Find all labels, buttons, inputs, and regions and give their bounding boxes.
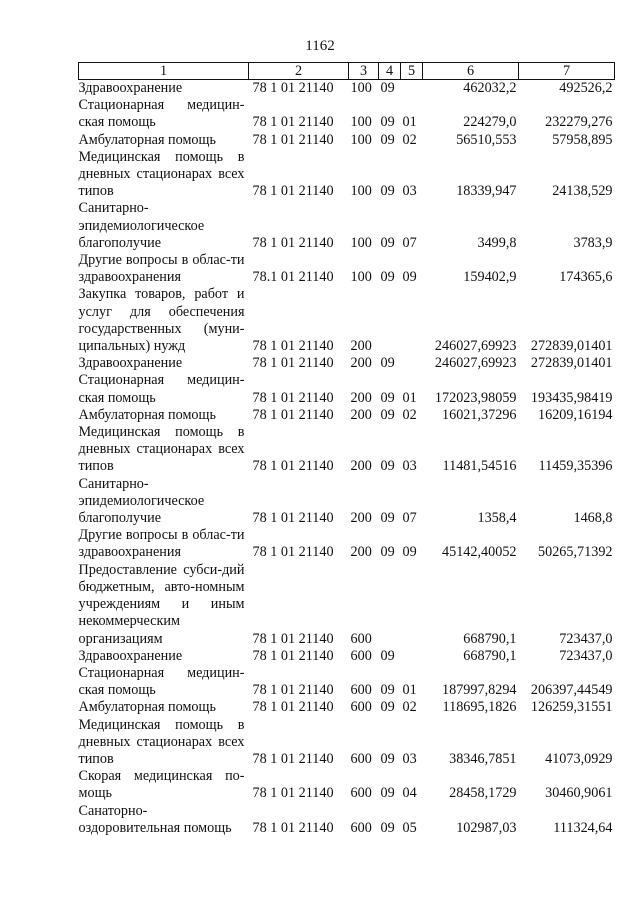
table-body — [79, 80, 615, 837]
table-row — [79, 527, 615, 561]
table-row — [79, 699, 615, 716]
header-row — [79, 63, 615, 80]
row-col-4: 09 — [380, 647, 395, 664]
row-col-4: 09 — [380, 269, 395, 286]
row-code: 78 1 01 21140 — [252, 114, 334, 131]
row-col-6: 668790,1 — [463, 647, 517, 664]
row-col-7: 232279,276 — [545, 114, 613, 131]
row-col-6: 3499,8 — [477, 234, 517, 251]
table-row — [79, 200, 615, 252]
row-col-3: 200 — [350, 406, 372, 423]
row-col-5: 02 — [402, 131, 417, 148]
row-col-7: 174365,6 — [559, 269, 613, 286]
row-name: Скорая медицинская по-мощь — [78, 768, 245, 802]
row-code: 78 1 01 21140 — [252, 338, 334, 355]
row-name: Амбулаторная помощь — [78, 131, 216, 148]
row-col-5: 04 — [402, 785, 417, 802]
row-name: Здравоохранение — [78, 647, 183, 664]
row-col-7: 111324,64 — [553, 819, 613, 836]
row-code: 78 1 01 21140 — [252, 355, 334, 372]
row-col-3: 200 — [350, 355, 372, 372]
row-name: Здравоохранение — [78, 355, 183, 372]
row-col-4: 09 — [380, 406, 395, 423]
row-col-6: 11481,54516 — [442, 458, 517, 475]
row-code: 78 1 01 21140 — [252, 544, 334, 561]
header-col-4: 4 — [379, 63, 401, 80]
row-name: Стационарная медицин-ская помощь — [78, 372, 245, 406]
row-col-4: 09 — [380, 819, 395, 836]
row-code: 78 1 01 21140 — [252, 458, 334, 475]
row-col-3: 200 — [350, 338, 372, 355]
row-col-6: 668790,1 — [463, 630, 517, 647]
row-col-5: 02 — [402, 699, 417, 716]
row-col-6: 159402,9 — [463, 269, 517, 286]
table-row — [79, 562, 615, 648]
row-name: Санитарно-эпидемиологическое благополучие — [78, 475, 205, 527]
row-col-6: 118695,1826 — [442, 699, 517, 716]
row-code: 78 1 01 21140 — [252, 510, 334, 527]
row-col-7: 11459,35396 — [538, 458, 613, 475]
row-col-4: 09 — [380, 458, 395, 475]
row-col-6: 172023,98059 — [434, 389, 517, 406]
row-code: 78 1 01 21140 — [252, 819, 334, 836]
table-row — [79, 768, 615, 802]
row-code: 78 1 01 21140 — [252, 131, 334, 148]
row-name: Амбулаторная помощь — [78, 406, 216, 423]
row-col-7: 50265,71392 — [538, 544, 613, 561]
header-col-1: 1 — [79, 63, 249, 80]
row-col-5: 05 — [402, 819, 417, 836]
table-row — [79, 372, 615, 406]
row-code: 78.1 01 21140 — [252, 269, 334, 286]
row-col-3: 600 — [350, 647, 372, 664]
row-col-7: 193435,98419 — [530, 389, 613, 406]
row-col-3: 600 — [350, 682, 372, 699]
table-row — [79, 717, 615, 769]
row-col-3: 600 — [350, 750, 372, 767]
header-col-2: 2 — [249, 63, 349, 80]
row-col-4: 09 — [380, 389, 395, 406]
row-col-4: 09 — [380, 183, 395, 200]
row-col-3: 100 — [350, 80, 372, 96]
row-col-6: 224279,0 — [463, 114, 517, 131]
row-col-3: 200 — [350, 510, 372, 527]
row-code: 78 1 01 21140 — [252, 80, 334, 96]
row-code: 78 1 01 21140 — [252, 699, 334, 716]
row-col-7: 723437,0 — [559, 630, 613, 647]
row-col-3: 600 — [350, 819, 372, 836]
row-col-3: 100 — [350, 183, 372, 200]
row-col-5: 01 — [402, 389, 417, 406]
row-col-4 — [379, 286, 401, 355]
row-name: Медицинская помощь в дневных стационарах всех типов — [78, 424, 245, 475]
row-col-7: 272839,01401 — [530, 355, 613, 372]
row-col-4: 09 — [380, 544, 395, 561]
row-col-6: 187997,8294 — [442, 682, 517, 699]
row-col-6: 18339,947 — [456, 183, 517, 200]
row-col-5: 03 — [402, 183, 417, 200]
row-col-7: 24138,529 — [552, 183, 613, 200]
row-col-7: 492526,2 — [559, 80, 613, 96]
row-col-4 — [379, 562, 401, 648]
row-col-6: 16021,37296 — [442, 406, 517, 423]
table-header — [79, 63, 615, 80]
row-col-5: 02 — [402, 406, 417, 423]
row-name: Другие вопросы в облас-ти здравоохранения — [78, 252, 245, 286]
row-name: Другие вопросы в облас-ти здравоохранения — [78, 527, 245, 561]
row-name: Медицинская помощь в дневных стационарах всех типов — [78, 148, 245, 200]
row-col-5 — [401, 355, 423, 372]
row-name: Здравоохранение — [78, 80, 183, 96]
row-col-3: 600 — [350, 785, 372, 802]
row-code: 78 1 01 21140 — [252, 682, 334, 699]
row-col-5 — [401, 562, 423, 648]
row-col-5: 01 — [402, 114, 417, 131]
row-col-5 — [401, 648, 423, 665]
row-col-6: 246027,69923 — [434, 338, 517, 355]
row-code: 78 1 01 21140 — [252, 183, 334, 200]
row-col-4: 09 — [380, 682, 395, 699]
table-row — [79, 149, 615, 201]
row-name: Медицинская помощь в дневных стационарах всех типов — [78, 716, 245, 767]
row-code: 78 1 01 21140 — [252, 406, 334, 423]
row-col-5 — [401, 286, 423, 355]
row-name: Закупка товаров, работ и услуг для обеспечения государственных (муни-ципальных) нужд — [78, 286, 245, 355]
row-code: 78 1 01 21140 — [252, 389, 334, 406]
row-col-6: 1358,4 — [477, 510, 517, 527]
row-col-6: 38346,7851 — [449, 750, 517, 767]
row-col-4: 09 — [380, 510, 395, 527]
row-col-7: 16209,16194 — [538, 406, 613, 423]
row-name: Амбулаторная помощь — [78, 699, 216, 716]
header-col-6: 6 — [423, 63, 519, 80]
row-code: 78 1 01 21140 — [252, 234, 334, 251]
row-col-7: 57958,895 — [552, 131, 613, 148]
row-col-7: 272839,01401 — [530, 338, 613, 355]
header-col-5: 5 — [401, 63, 423, 80]
row-name: Стационарная медицин-ская помощь — [78, 664, 245, 699]
row-col-4: 09 — [380, 131, 395, 148]
header-col-7: 7 — [519, 63, 615, 80]
header-col-3: 3 — [349, 63, 379, 80]
row-col-3: 100 — [350, 234, 372, 251]
table-row — [79, 97, 615, 131]
row-col-4: 09 — [380, 750, 395, 767]
row-col-4: 09 — [380, 699, 395, 716]
row-col-5: 07 — [402, 510, 417, 527]
row-col-5: 03 — [402, 458, 417, 475]
row-name: Стационарная медицин-ская помощь — [78, 97, 245, 131]
row-col-4: 09 — [380, 80, 395, 96]
row-col-3: 200 — [350, 544, 372, 561]
row-name: Санитарно-эпидемиологическое благополучие — [78, 200, 205, 251]
row-col-5: 03 — [402, 750, 417, 767]
table-row — [79, 286, 615, 355]
row-col-6: 246027,69923 — [434, 355, 517, 372]
table-row — [79, 803, 615, 837]
row-code: 78 1 01 21140 — [252, 630, 334, 647]
table-row — [79, 252, 615, 286]
page-number: 1162 — [305, 38, 335, 54]
row-code: 78 1 01 21140 — [252, 750, 334, 767]
row-col-5: 09 — [402, 544, 417, 561]
table-row — [79, 476, 615, 528]
row-col-7: 126259,31551 — [530, 699, 613, 716]
row-code: 78 1 01 21140 — [252, 647, 334, 664]
row-col-7: 3783,9 — [573, 234, 613, 251]
row-col-6: 462032,2 — [463, 80, 517, 96]
row-col-4: 09 — [380, 785, 395, 802]
row-col-5: 01 — [402, 682, 417, 699]
table-row — [79, 132, 615, 149]
row-name: Предоставление субси-дий бюджетным, авто-номным учреждениям и иным некоммерческим организациям — [78, 561, 245, 647]
row-col-7: 1468,8 — [573, 510, 613, 527]
row-col-5: 09 — [402, 269, 417, 286]
row-col-4: 09 — [380, 234, 395, 251]
table-row — [79, 424, 615, 476]
row-col-3: 600 — [350, 630, 372, 647]
row-col-5: 07 — [402, 234, 417, 251]
row-col-7: 41073,0929 — [545, 750, 613, 767]
row-col-3: 100 — [350, 131, 372, 148]
row-col-3: 200 — [350, 458, 372, 475]
row-col-6: 102987,03 — [456, 819, 517, 836]
row-col-3: 200 — [350, 389, 372, 406]
row-col-7: 723437,0 — [559, 647, 613, 664]
row-col-3: 100 — [350, 269, 372, 286]
row-col-3: 600 — [350, 699, 372, 716]
table-row — [79, 407, 615, 424]
row-name: Санаторно-оздоровительная помощь — [78, 802, 232, 836]
row-col-7: 30460,9061 — [545, 785, 613, 802]
row-col-6: 45142,40052 — [442, 544, 517, 561]
table-row — [79, 665, 615, 699]
row-col-3: 100 — [350, 114, 372, 131]
row-code: 78 1 01 21140 — [252, 785, 334, 802]
table-row — [79, 648, 615, 665]
table-row — [79, 355, 615, 372]
row-col-4: 09 — [380, 355, 395, 372]
table-row — [79, 80, 615, 98]
row-col-4: 09 — [380, 114, 395, 131]
row-col-6: 56510,553 — [456, 131, 517, 148]
row-col-6: 28458,1729 — [449, 785, 517, 802]
row-col-5 — [401, 80, 423, 98]
row-col-7: 206397,44549 — [530, 682, 613, 699]
budget-table — [78, 62, 615, 837]
